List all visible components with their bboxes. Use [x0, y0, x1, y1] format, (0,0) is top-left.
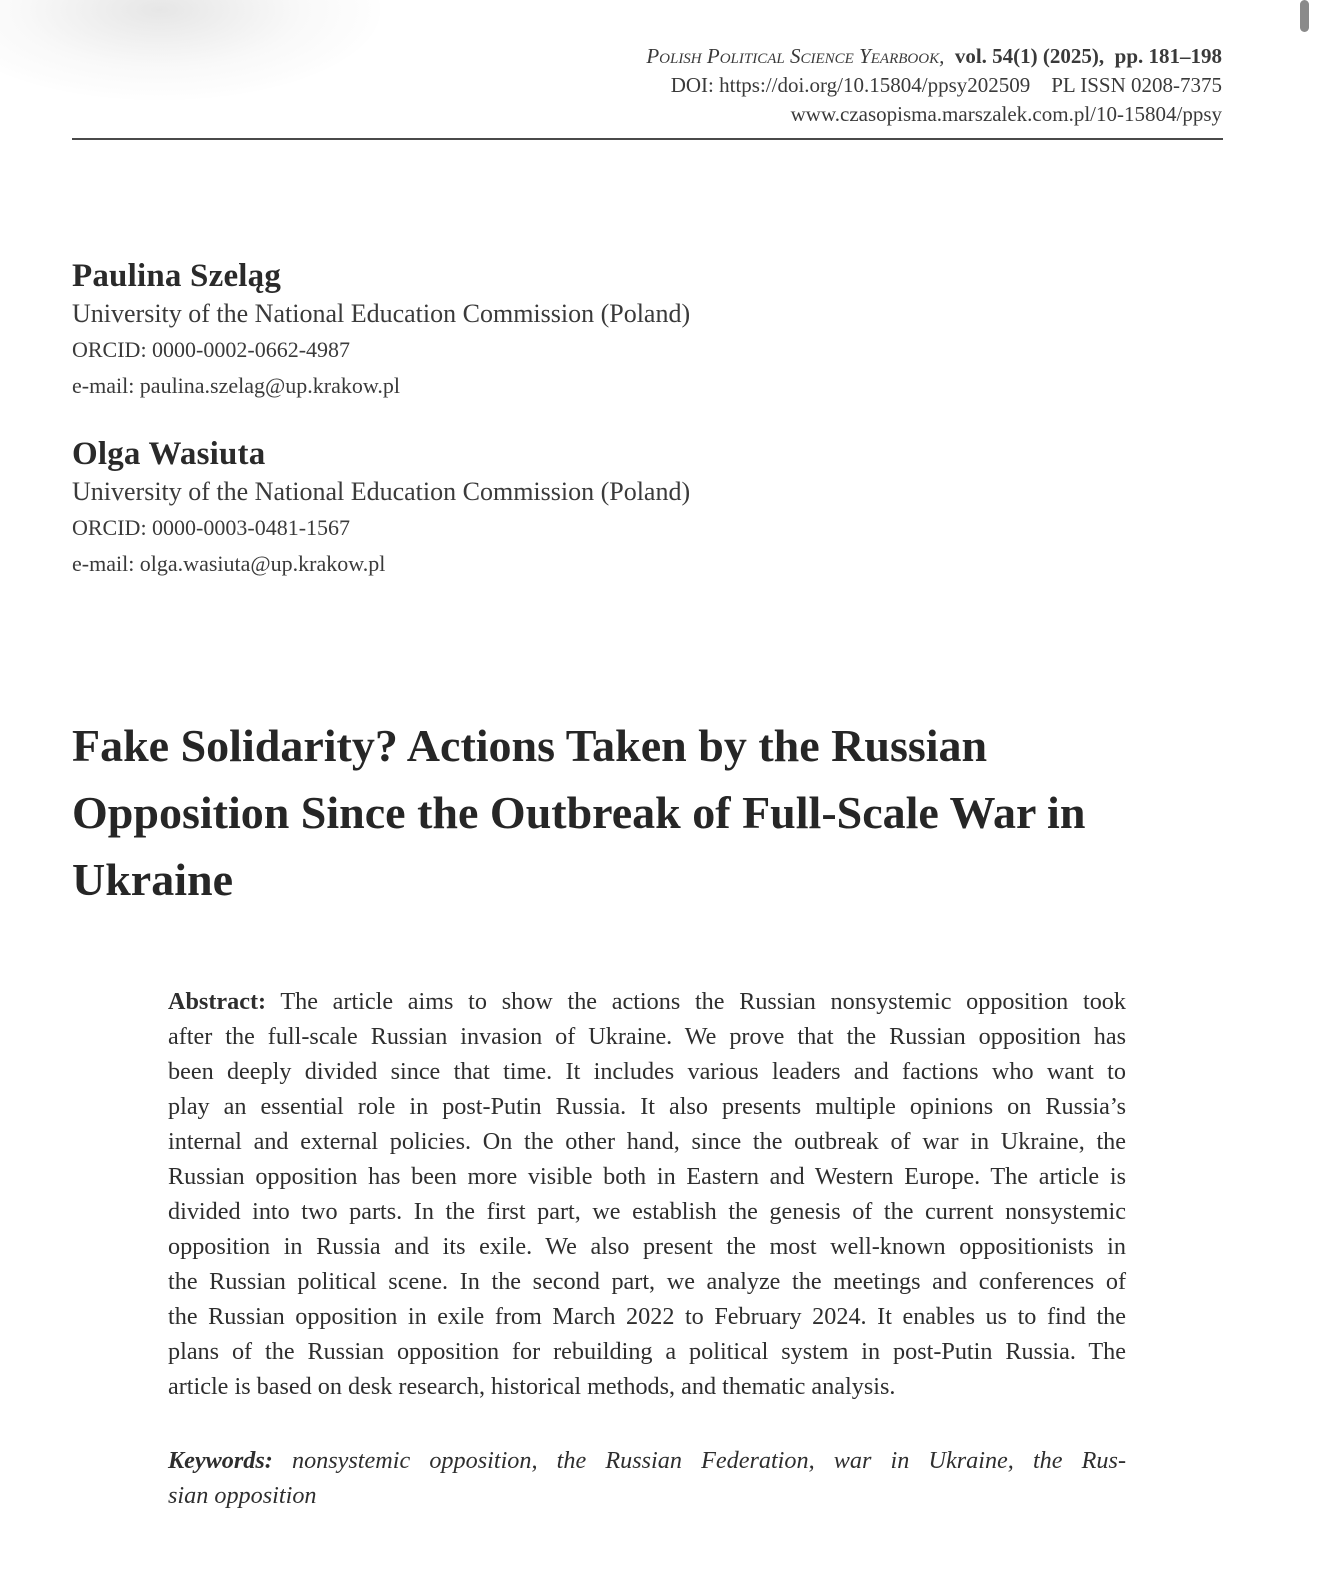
journal-citation-line — [646, 42, 1222, 71]
header-divider — [72, 138, 1223, 140]
abstract-line: opposition in Russia and its exile. We also present the most well-known oppositionists in — [168, 1233, 1126, 1260]
abstract-line: plans of the Russian opposition for rebuilding a political system in post-Putin Russia. The — [168, 1338, 1126, 1365]
abstract-line: the Russian political scene. In the second part, we analyze the meetings and conferences of — [168, 1268, 1126, 1295]
author-name: Paulina Szeląg — [72, 258, 282, 294]
title-line: Ukraine — [72, 854, 233, 905]
article-title — [72, 712, 1222, 913]
abstract-line: internal and external policies. On the other hand, since the outbreak of war in Ukraine, the — [168, 1128, 1126, 1155]
keywords-line — [168, 1443, 1126, 1478]
abstract-label: Abstract: — [168, 988, 267, 1015]
author-name: Olga Wasiuta — [72, 436, 266, 472]
author-email[interactable]: e-mail: olga.wasiuta@up.krakow.pl — [72, 551, 386, 576]
corner-shadow — [0, 0, 380, 100]
journal-url[interactable]: www.czasopisma.marszalek.com.pl/10-15804/ppsy — [790, 102, 1222, 126]
keywords-text: nonsystemic opposition, the Russian Federation, war in Ukraine, the Rus- — [291, 1447, 1126, 1474]
issn: PL ISSN 0208-7375 — [1051, 73, 1222, 97]
journal-header — [646, 42, 1222, 129]
abstract-line: been deeply divided since that time. It includes various leaders and factions who want to — [168, 1058, 1126, 1085]
title-line: Fake Solidarity? Actions Taken by the Russian — [72, 720, 988, 771]
author-block — [72, 434, 690, 582]
keywords-line: sian opposition — [168, 1482, 317, 1509]
keywords — [168, 1443, 1126, 1513]
abstract-line: article is based on desk research, historical methods, and thematic analysis. — [168, 1373, 896, 1400]
author-block — [72, 256, 690, 404]
abstract-text: The article aims to show the actions the Russian nonsystemic opposition took — [280, 988, 1126, 1015]
abstract-line: divided into two parts. In the first part, we establish the genesis of the current nonsystemic — [168, 1198, 1126, 1225]
author-affiliation: University of the National Education Commission (Poland) — [72, 477, 691, 506]
abstract-line: play an essential role in post-Putin Russia. It also presents multiple opinions on Russia’s — [168, 1093, 1126, 1120]
author-orcid: ORCID: 0000-0003-0481-1567 — [72, 515, 351, 540]
author-affiliation: University of the National Education Commission (Poland) — [72, 299, 691, 328]
abstract — [168, 984, 1126, 1404]
journal-pages: pp. 181–198 — [1114, 44, 1222, 68]
scrollbar-thumb[interactable] — [1300, 0, 1309, 32]
abstract-line: Russian opposition has been more visible both in Eastern and Western Europe. The article is — [168, 1163, 1126, 1190]
abstract-line: after the full-scale Russian invasion of Ukraine. We prove that the Russian opposition has — [168, 1023, 1126, 1050]
author-orcid: ORCID: 0000-0002-0662-4987 — [72, 337, 351, 362]
author-email[interactable]: e-mail: paulina.szelag@up.krakow.pl — [72, 373, 400, 398]
abstract-line: the Russian opposition in exile from March 2022 to February 2024. It enables us to find the — [168, 1303, 1126, 1330]
abstract-line — [168, 984, 1126, 1019]
doi-line — [646, 71, 1222, 100]
journal-name: Polish Political Science Yearbook, — [646, 44, 945, 68]
journal-volume: vol. 54(1) (2025), — [954, 44, 1105, 68]
keywords-label: Keywords: — [168, 1447, 273, 1474]
doi-link[interactable]: DOI: https://doi.org/10.15804/ppsy202509 — [670, 73, 1031, 97]
title-line: Opposition Since the Outbreak of Full-Scale War in — [72, 787, 1086, 838]
